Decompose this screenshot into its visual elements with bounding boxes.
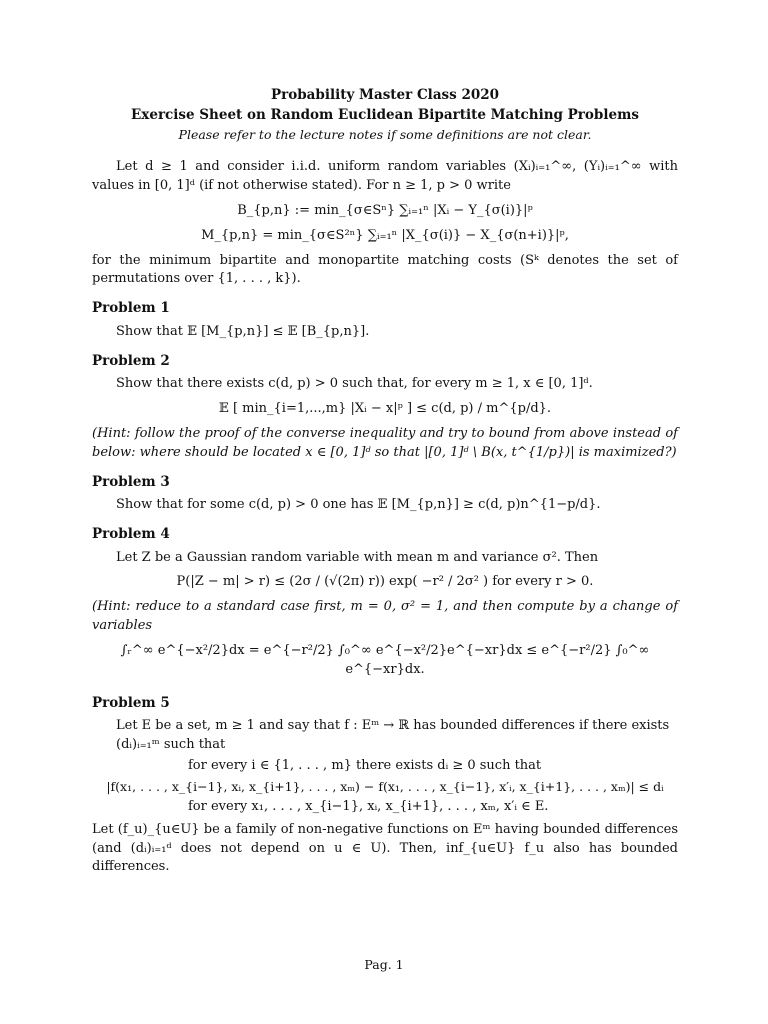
intro-paragraph-2: for the minimum bipartite and monopartite matching costs (Sᵏ denotes the set of permutations over {1, . . . , k}). xyxy=(92,252,678,287)
equation-bipartite-text: B_{p,n} := min_{σ∈Sⁿ} ∑ᵢ₌₁ⁿ |Xᵢ − Y_{σ(i)}|ᵖ xyxy=(237,202,533,218)
problem-5-condition-3: for every x₁, . . . , x_{i−1}, xᵢ, x_{i+1}, . . . , xₘ, x′ᵢ ∈ E. xyxy=(188,798,549,814)
page-number: Pag. 1 xyxy=(364,957,404,972)
problem-4-equation xyxy=(92,573,678,592)
problem-5-text-2: Let (f_u)_{u∈U} be a family of non-negative functions on Eᵐ having bounded differences (and (dᵢ)ᵢ₌₁ᵈ does not depend on u ∈ U). Then, inf_{u∈U} f_u also has bounded differences. xyxy=(92,821,678,875)
problem-4-hint-equation-text: ∫ᵣ^∞ e^{−x²/2}dx = e^{−r²/2} ∫₀^∞ e^{−x²/2}e^{−xr}dx ≤ e^{−r²/2} ∫₀^∞ e^{−xr}dx. xyxy=(120,643,650,677)
title-line-2: Exercise Sheet on Random Euclidean Bipartite Matching Problems xyxy=(131,106,639,123)
problem-5-text: Let E be a set, m ≥ 1 and say that f : Eᵐ → ℝ has bounded differences if there exists (dᵢ)ᵢ₌₁ᵐ such that xyxy=(116,718,670,753)
problem-4-heading: Problem 4 xyxy=(92,526,170,543)
problem-2-text: Show that there exists c(d, p) > 0 such that, for every m ≥ 1, x ∈ [0, 1]ᵈ. xyxy=(116,376,593,392)
problem-3-heading: Problem 3 xyxy=(92,473,170,490)
problem-2-equation xyxy=(92,400,678,419)
problem-2 xyxy=(92,352,678,463)
problem-1-text: Show that 𝔼 [M_{p,n}] ≤ 𝔼 [B_{p,n}]. xyxy=(116,323,370,339)
problem-3 xyxy=(92,473,678,515)
problem-2-heading: Problem 2 xyxy=(92,352,170,369)
problem-5-condition-2: |f(x₁, . . . , x_{i−1}, xᵢ, x_{i+1}, . . . , xₘ) − f(x₁, . . . , x_{i−1}, x′ᵢ, x_{i+1}, . . . , xₘ)| ≤ dᵢ xyxy=(106,778,664,794)
intro-paragraph: Let d ≥ 1 and consider i.i.d. uniform random variables (Xᵢ)ᵢ₌₁^∞, (Yᵢ)ᵢ₌₁^∞ with values in [0, 1]ᵈ (if not otherwise stated). For n ≥ 1, p > 0 write xyxy=(92,159,678,194)
subtitle: Please refer to the lecture notes if some definitions are not clear. xyxy=(178,127,592,143)
problem-4-text: Let Z be a Gaussian random variable with mean m and variance σ². Then xyxy=(116,549,599,565)
problem-5-heading: Problem 5 xyxy=(92,694,170,711)
problem-4 xyxy=(92,525,678,680)
problem-4-equation-text: P(|Z − m| > r) ≤ (2σ / (√(2π) r)) exp( −r² / 2σ² ) for every r > 0. xyxy=(176,574,594,590)
equation-monopartite-text: M_{p,n} = min_{σ∈S²ⁿ} ∑ᵢ₌₁ⁿ |X_{σ(i)} − X_{σ(n+i)}|ᵖ, xyxy=(201,227,569,243)
equation-monopartite xyxy=(92,227,678,246)
title-line-1: Probability Master Class 2020 xyxy=(270,87,500,103)
problem-5 xyxy=(92,694,678,878)
problem-5-condition-1: for every i ∈ {1, . . . , m} there exists dᵢ ≥ 0 such that xyxy=(188,757,542,773)
problem-1-heading: Problem 1 xyxy=(92,300,170,317)
problem-3-text: Show that for some c(d, p) > 0 one has 𝔼 [M_{p,n}] ≥ c(d, p)n^{1−p/d}. xyxy=(116,497,601,513)
equation-bipartite xyxy=(92,202,678,221)
problem-2-hint: (Hint: follow the proof of the converse inequality and try to bound from above instead of below: where should be located x ∈ [0, 1]ᵈ so that |[0, 1]ᵈ \ B(x, t^{1/p})| is maximized?) xyxy=(92,425,678,460)
problem-1 xyxy=(92,299,678,341)
document-page xyxy=(92,86,678,877)
problem-4-hint: (Hint: reduce to a standard case first, m = 0, σ² = 1, and then compute by a change of variables xyxy=(92,599,678,634)
problem-2-equation-text: 𝔼 [ min_{i=1,...,m} |Xᵢ − x|ᵖ ] ≤ c(d, p) / m^{p/d}. xyxy=(218,401,552,417)
problem-4-hint-equation xyxy=(92,642,678,680)
